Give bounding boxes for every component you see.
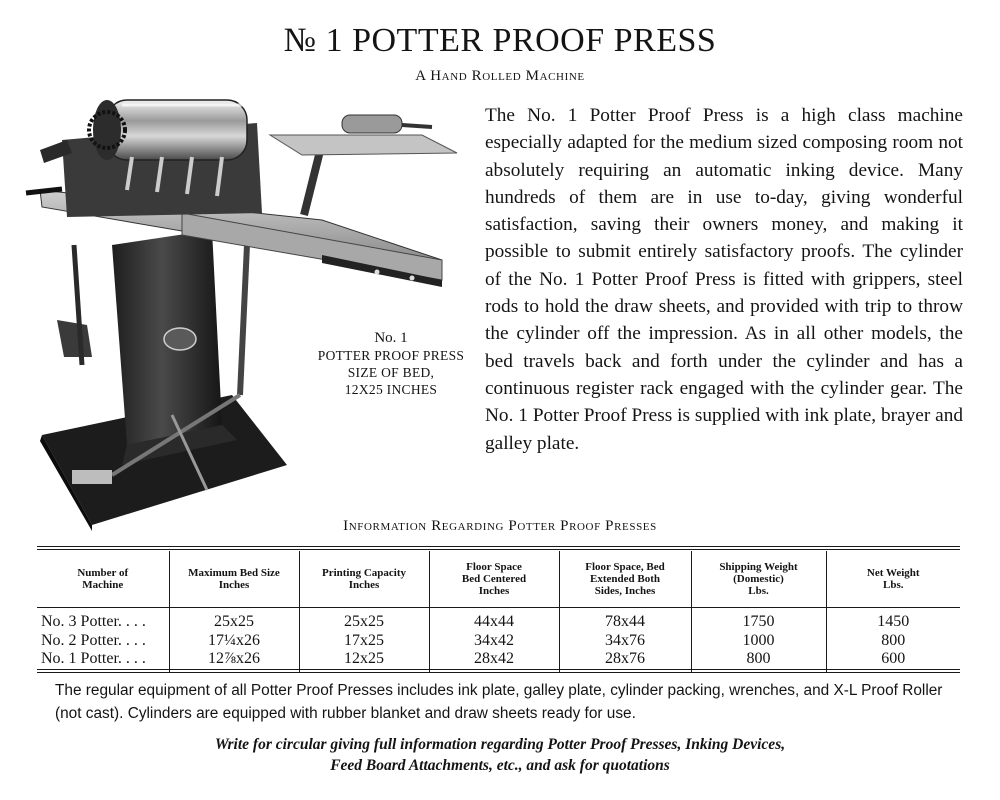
header-shipping-weight: Shipping Weight (Domestic) Lbs. <box>691 551 826 608</box>
footer-line-1: Write for circular giving full information regarding Potter Proof Presses, Inking Devices, <box>214 736 786 753</box>
specs-table <box>37 551 960 673</box>
description-paragraph: The No. 1 Potter Proof Press is a high class machine especially adapted for the medium sized composing room not absolutely requiring an automatic inking device. Many hundreds of them are in use to-day, giving wonderful satisfaction, saving their owners money, and making it possible to submit entirely satisfactory proofs. The cylinder of the No. 1 Potter Proof Press is fitted with grippers, steel rods to hold the draw sheets, and provided with trip to throw the cylinder off the impression. As in all other models, the bed travels back and forth under the cylinder and has a continuous register rack engaged with the cylinder gear. The No. 1 Potter Proof Press is supplied with ink plate, brayer and galley plate. <box>485 105 963 454</box>
header-floor-centered: Floor Space Bed Centered Inches <box>429 551 559 608</box>
cell-bed-size: 25x25 <box>169 608 299 632</box>
cell-floor-extended: 78x44 <box>559 608 691 632</box>
cell-machine: No. 2 Potter. . . . <box>41 631 146 649</box>
cell-net-weight: 800 <box>826 632 960 651</box>
equipment-note: The regular equipment of all Potter Proof Presses includes ink plate, galley plate, cylinder packing, wrenches, and X-L Proof Roller (not cast). Cylinders are equipped with rubber blanket and draw sheets ready for use. <box>55 682 943 722</box>
header-bed-size: Maximum Bed Size Inches <box>169 551 299 608</box>
figure-caption <box>302 330 480 398</box>
table-bottom-rule-inner <box>37 672 960 673</box>
header-printing-capacity: Printing Capacity Inches <box>299 551 429 608</box>
caption-model: No. 1 <box>374 330 408 346</box>
table-top-rule <box>37 546 960 547</box>
cell-printing-capacity: 12x25 <box>299 650 429 673</box>
cell-printing-capacity: 17x25 <box>299 632 429 651</box>
cell-machine: No. 1 Potter. . . . <box>41 650 146 667</box>
cell-floor-extended: 28x76 <box>559 650 691 673</box>
header-machine: Number of Machine <box>37 551 169 608</box>
caption-bed-label: SIZE OF BED, <box>347 365 435 380</box>
table-bottom-rule <box>37 669 960 670</box>
cell-floor-centered: 44x44 <box>429 608 559 632</box>
page-subtitle: A Hand Rolled Machine <box>415 68 585 84</box>
table-title: Information Regarding Potter Proof Presses <box>343 518 657 534</box>
cell-bed-size: 12⅞x26 <box>169 650 299 673</box>
header-net-weight: Net Weight Lbs. <box>826 551 960 608</box>
cell-shipping-weight: 1000 <box>691 632 826 651</box>
footer-note <box>0 734 1000 776</box>
cell-printing-capacity: 25x25 <box>299 608 429 632</box>
caption-name: POTTER PROOF PRESS <box>317 348 465 363</box>
header-floor-extended: Floor Space, Bed Extended Both Sides, Inches <box>559 551 691 608</box>
footer-line-2: Feed Board Attachments, etc., and ask for quotations <box>330 757 670 774</box>
proof-press-illustration <box>22 95 492 535</box>
table-row <box>37 632 960 651</box>
cell-shipping-weight: 800 <box>691 650 826 673</box>
page-title: № 1 POTTER PROOF PRESS <box>283 22 717 59</box>
cell-bed-size: 17¼x26 <box>169 632 299 651</box>
cell-net-weight: 1450 <box>826 608 960 632</box>
cell-net-weight: 600 <box>826 650 960 673</box>
cell-floor-centered: 28x42 <box>429 650 559 673</box>
cell-floor-extended: 34x76 <box>559 632 691 651</box>
table-top-rule-inner <box>37 549 960 550</box>
cell-machine: No. 3 Potter. . . . <box>41 613 146 630</box>
table-header-row <box>37 551 960 608</box>
cell-shipping-weight: 1750 <box>691 608 826 632</box>
cell-floor-centered: 34x42 <box>429 632 559 651</box>
table-row <box>37 608 960 632</box>
caption-bed-size: 12X25 INCHES <box>344 382 438 397</box>
